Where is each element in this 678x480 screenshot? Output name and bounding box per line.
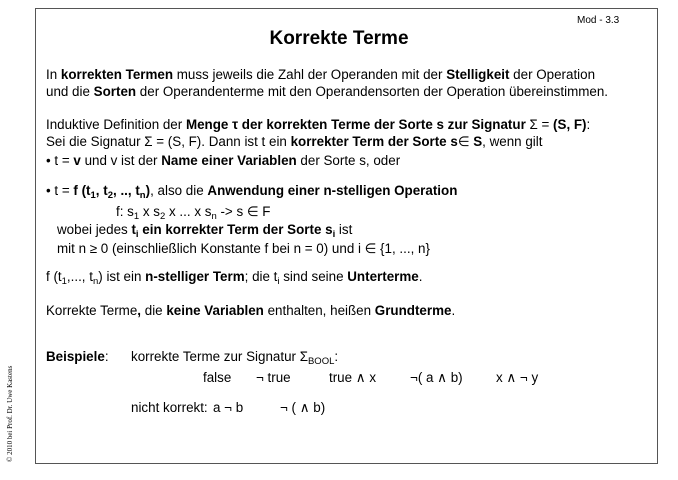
example-correct: ¬ true (256, 370, 291, 385)
example-incorrect: ¬ ( ∧ b) (280, 400, 326, 415)
slide-title: Korrekte Terme (269, 28, 409, 49)
copyright-notice: © 2010 bei Prof. Dr. Uwe Kastens (6, 365, 14, 462)
example-correct: true ∧ x (329, 370, 377, 385)
operation-signature: f: $s_1$ x $s_2$ x ... x $s_n -> s$ ∈ F (116, 204, 271, 222)
bullet-variable: • t = v und v ist der Name einer Variablen der Sorte s, oder (46, 153, 401, 168)
example-incorrect: a ¬ b (213, 400, 244, 415)
ground-term-definition: Korrekte Terme, die keine Variablen enthalten, heißen Grundterme. (46, 303, 456, 318)
example-correct: ¬( a ∧ b) (410, 370, 463, 385)
intro-line-2: und die Sorten der Operandenterme mit den Operandensorten der Operation übereinstimmen. (46, 84, 608, 99)
example-incorrect-label: nicht korrekt: (131, 400, 208, 415)
where-line-1: wobei jedes $t_i$ ein korrekter Term der Sorte $s_i$ ist (57, 222, 353, 240)
definition-line-2: Sei die Signatur Σ = (S, F). Dann ist t ein korrekter Term der Sorte s∈ S, wenn gilt (46, 134, 543, 149)
subterm-definition: f ($t_1$,..., $t_n$) ist ein n-stelliger Term; die $t_i$ sind seine Unterterme. (46, 269, 423, 287)
intro-line-1: In korrekten Termen muss jeweils die Zahl der Operanden mit der Stelligkeit der Operation (46, 67, 596, 82)
where-line-2: mit n ≥ 0 (einschließlich Konstante f bei n = 0) und i ∈ {1, ..., n} (57, 241, 430, 256)
examples-intro: korrekte Terme zur Signatur $\Sigma_{BOOL}$: (131, 349, 339, 367)
definition-line-1: Induktive Definition der Menge τ der korrekten Terme der Sorte s zur Signatur Σ = (S, F): (46, 117, 591, 132)
example-correct: false (203, 370, 232, 385)
page-number: Mod - 3.3 (577, 15, 620, 26)
examples-label: Beispiele: (46, 349, 109, 364)
example-correct: x ∧ ¬ y (496, 370, 539, 385)
bullet-operation: • t = f ($t_1$, $t_2$, .., $t_n$), also die Anwendung einer n-stelligen Operation (46, 183, 458, 201)
